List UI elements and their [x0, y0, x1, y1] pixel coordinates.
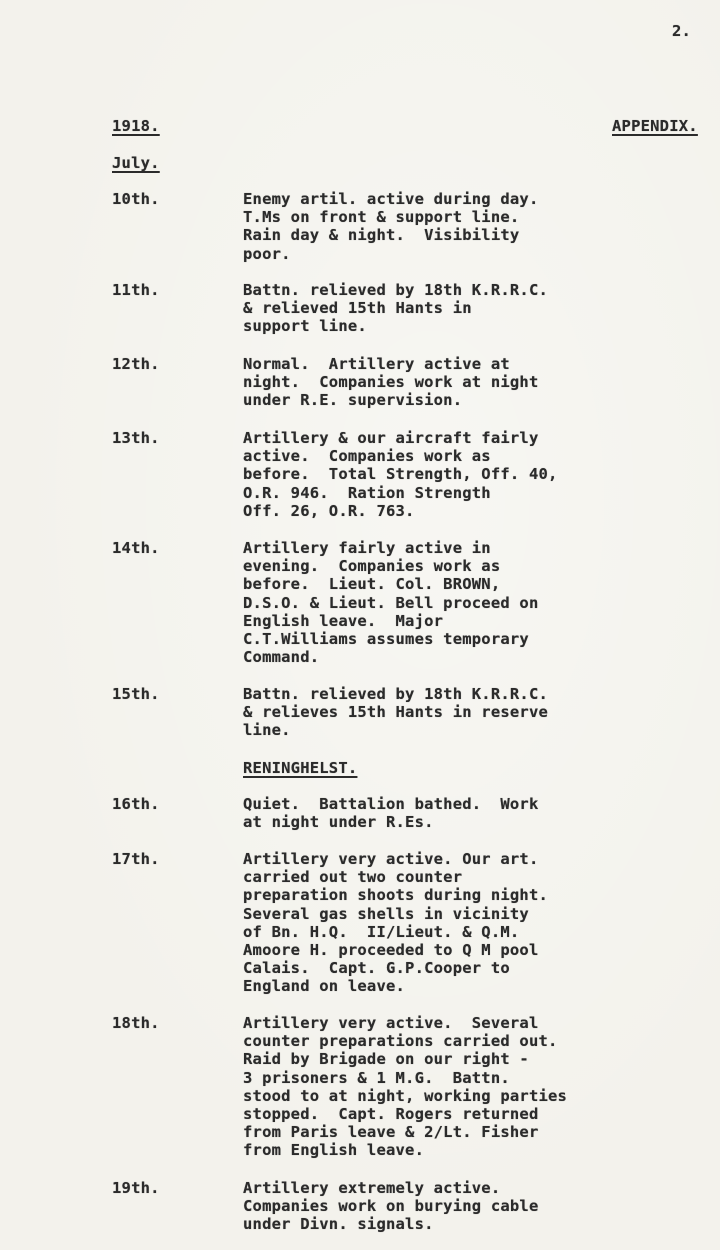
entry-text: Normal. Artillery active at night. Companies work at night under R.E. supervision.: [243, 355, 539, 410]
entry-text: Artillery very active. Our art. carried out two counter preparation shoots during night. Several gas shells in vicinity of Bn. H.Q. II/Lieut. & Q.M. Amoore H. proceeded to Q M pool Calais. Capt. G.P.Cooper to England on leave.: [243, 850, 549, 996]
entry-date: 17th.: [112, 850, 160, 868]
location-heading: RENINGHELST.: [243, 759, 358, 777]
entry-date: 11th.: [112, 281, 160, 299]
entry-text: Battn. relieved by 18th K.R.R.C. & relieves 15th Hants in reserve line.: [243, 685, 549, 740]
entry-date: 19th.: [112, 1179, 160, 1197]
page-number: 2.: [672, 22, 692, 40]
entry-text: Battn. relieved by 18th K.R.R.C. & relieved 15th Hants in support line.: [243, 281, 549, 336]
entry-date: 16th.: [112, 795, 160, 813]
entry-date: 15th.: [112, 685, 160, 703]
entry-date: 18th.: [112, 1014, 160, 1032]
appendix-label: APPENDIX.: [612, 117, 698, 135]
entry-date: 14th.: [112, 539, 160, 557]
month-heading: July.: [112, 154, 160, 172]
year-heading: 1918.: [112, 117, 160, 135]
entry-text: Quiet. Battalion bathed. Work at night under R.Es.: [243, 795, 539, 832]
entry-text: Enemy artil. active during day. T.Ms on front & support line. Rain day & night. Visibility poor.: [243, 190, 539, 263]
entry-date: 12th.: [112, 355, 160, 373]
entry-text: Artillery very active. Several counter preparations carried out. Raid by Brigade on our right - 3 prisoners & 1 M.G. Battn. stood to at night, working parties stopped. Capt. Rogers returned from Paris leave & 2/Lt. Fisher from English leave.: [243, 1014, 568, 1160]
entry-text: Artillery extremely active. Companies work on burying cable under Divn. signals.: [243, 1179, 539, 1234]
entry-text: Artillery fairly active in evening. Companies work as before. Lieut. Col. BROWN, D.S.O. & Lieut. Bell proceed on English leave. Major C.T.Williams assumes temporary Command.: [243, 539, 539, 667]
entry-date: 10th.: [112, 190, 160, 208]
entry-text: Artillery & our aircraft fairly active. Companies work as before. Total Strength, Off. 40, O.R. 946. Ration Strength Off. 26, O.R. 763.: [243, 429, 558, 520]
entry-date: 13th.: [112, 429, 160, 447]
